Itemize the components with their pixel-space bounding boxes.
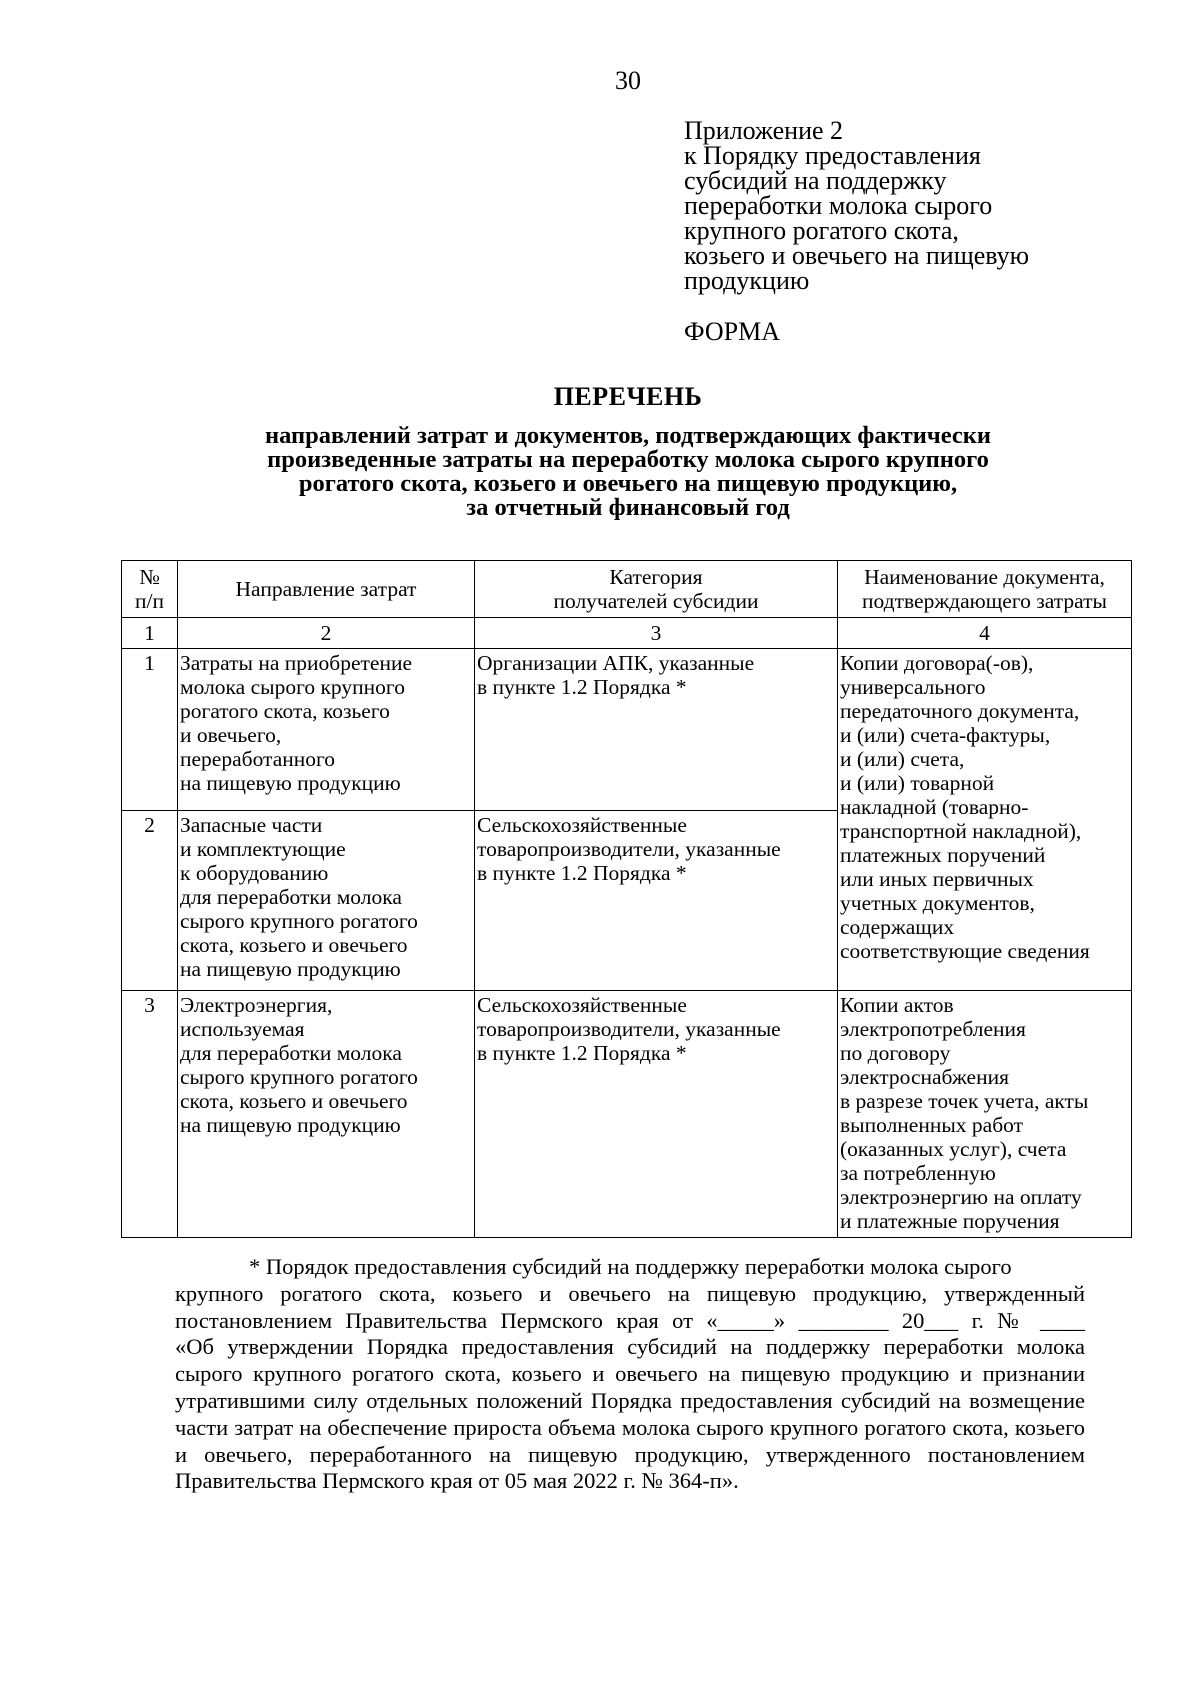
index-cell: 2 <box>178 618 475 649</box>
subtitle-line: рогатого скота, козьего и овечьего на пищевую продукцию, <box>298 470 958 497</box>
subtitle-line: произведенные затраты на переработку молока сырого крупного <box>267 446 989 473</box>
footnote-line: крупного рогатого скота, козьего и овечьего на пищевую продукцию, утвержденный <box>175 1280 1085 1306</box>
document-title: ПЕРЕЧЕНЬ <box>553 382 703 411</box>
row-direction: Запасные части и комплектующие к оборудованию для переработки молока сырого крупного рогатого скота, козьего и овечьего на пищевую продукцию <box>178 811 475 991</box>
table-header-row <box>122 561 1132 618</box>
row-document: Копии актов электропотребления по договору электроснабжения в разрезе точек учета, акты выполненных работ (оказанных услуг), счета за потребленную электроэнергию на оплату и платежные поручения <box>838 991 1132 1238</box>
appendix-line: продукцию <box>684 266 810 295</box>
header-number: № п/п <box>122 561 178 618</box>
appendix-line: Приложение 2 <box>684 116 844 145</box>
header-category: Категория получателей субсидии <box>475 561 838 618</box>
row-direction: Затраты на приобретение молока сырого крупного рогатого скота, козьего и овечьего, переработанного на пищевую продукцию <box>178 649 475 811</box>
row-number: 2 <box>122 811 178 991</box>
appendix-line: субсидий на поддержку <box>684 166 947 195</box>
footnote-line: постановлением Правительства Пермского края от «_____» ________ 20___ г. № ____ <box>175 1307 1085 1333</box>
document-subtitle <box>0 424 1200 520</box>
page-number: 30 <box>615 66 641 95</box>
table-row <box>122 649 1132 811</box>
subtitle-line: за отчетный финансовый год <box>466 494 790 521</box>
header-document: Наименование документа, подтверждающего затраты <box>838 561 1132 618</box>
form-label: ФОРМА <box>684 317 780 346</box>
appendix-block <box>684 118 1124 344</box>
index-cell: 3 <box>475 618 838 649</box>
table-row <box>122 991 1132 1238</box>
row-direction: Электроэнергия, используемая для переработки молока сырого крупного рогатого скота, козьего и овечьего на пищевую продукцию <box>178 991 475 1238</box>
footnote-text: «Об утверждении Порядка предоставления субсидий на поддержку переработки молока сырого крупного рогатого скота, козьего и овечьего на пищевую продукцию и признании утратившими силу отдельных положений Порядка предоставления субсидий на возмещение части затрат на обеспечение прироста объема молока сырого крупного рогатого скота, козьего и овечьего, переработанного на пищевую продукцию, утвержденного постановлением Правительства Пермского края от 05 мая 2022 г. № 364-п». <box>175 1334 1085 1494</box>
row-category: Сельскохозяйственные товаропроизводители, указанные в пункте 1.2 Порядка * <box>475 811 838 991</box>
row-category: Сельскохозяйственные товаропроизводители, указанные в пункте 1.2 Порядка * <box>475 991 838 1238</box>
appendix-line: крупного рогатого скота, <box>684 216 959 245</box>
appendix-line: козьего и овечьего на пищевую <box>684 241 1030 270</box>
row-number: 3 <box>122 991 178 1238</box>
row-document-merged: Копии договора(-ов), универсального передаточного документа, и (или) счета-фактуры, и (или) счета, и (или) товарной накладной (товарно- транспортной накладной), платежных поручений или иных первичных учетных документов, содержащих соответствующие сведения <box>838 649 1132 991</box>
costs-table <box>121 560 1132 1238</box>
header-direction: Направление затрат <box>178 561 475 618</box>
appendix-line: к Порядку предоставления <box>684 141 981 170</box>
appendix-line: переработки молока сырого <box>684 191 993 220</box>
subtitle-line: направлений затрат и документов, подтверждающих фактически <box>264 422 992 449</box>
footnote <box>175 1254 1085 1495</box>
row-category: Организации АПК, указанные в пункте 1.2 Порядка * <box>475 649 838 811</box>
footnote-line: * Порядок предоставления субсидий на поддержку переработки молока сырого <box>249 1254 1012 1279</box>
index-cell: 4 <box>838 618 1132 649</box>
row-number: 1 <box>122 649 178 811</box>
index-cell: 1 <box>122 618 178 649</box>
table-index-row <box>122 618 1132 649</box>
